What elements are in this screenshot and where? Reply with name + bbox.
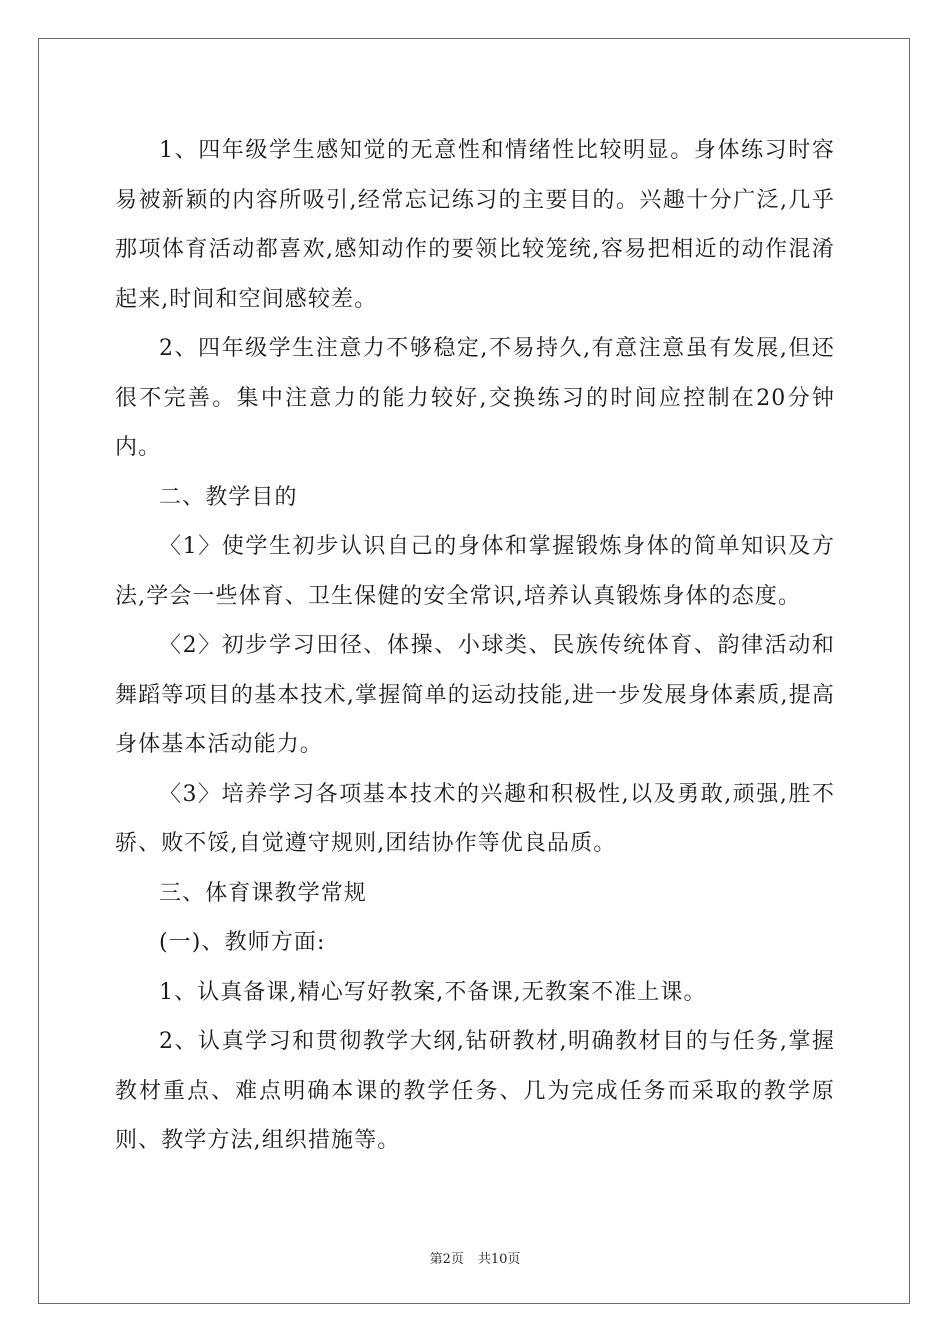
- teacher-item-1: 1、认真备课,精心写好教案,不备课,无教案不准上课。: [159, 979, 707, 1005]
- page-number: 第2页: [429, 1252, 464, 1267]
- goal-item-1: 〈1〉使学生初步认识自己的身体和掌握锻炼身体的简单知识及方法,学会一些体育、卫生保健的安全常识,培养认真锻炼身体的态度。: [115, 534, 835, 609]
- document-body: [115, 126, 835, 1166]
- page-footer: [0, 1248, 950, 1267]
- goal-item-3: 〈3〉培养学习各项基本技术的兴趣和积极性,以及勇敢,顽强,胜不骄、败不馁,自觉遵守规则,团结协作等优良品质。: [115, 781, 835, 856]
- page-total: 共10页: [477, 1252, 521, 1267]
- goal-item-2: 〈2〉初步学习田径、体操、小球类、民族传统体育、韵律活动和舞蹈等项目的基本技术,掌握简单的运动技能,进一步发展身体素质,提高身体基本活动能力。: [115, 633, 835, 757]
- paragraph-1: 1、四年级学生感知觉的无意性和情绪性比较明显。身体练习时容易被新颖的内容所吸引,经常忘记练习的主要目的。兴趣十分广泛,几乎那项体育活动都喜欢,感知动作的要领比较笼统,容易把相近的动作混淆起来,时间和空间感较差。: [115, 138, 835, 312]
- section-heading-teaching-goals: 二、教学目的: [159, 484, 298, 510]
- teacher-item-2: 2、认真学习和贯彻教学大纲,钻研教材,明确教材目的与任务,掌握教材重点、难点明确本课的教学任务、几为完成任务而采取的教学原则、教学方法,组织措施等。: [115, 1029, 835, 1153]
- section-heading-routine: 三、体育课教学常规: [159, 880, 367, 906]
- subsection-heading-teacher: (一)、教师方面:: [159, 930, 326, 955]
- paragraph-2: 2、四年级学生注意力不够稳定,不易持久,有意注意虽有发展,但还很不完善。集中注意力的能力较好,交换练习的时间应控制在20分钟内。: [115, 336, 835, 460]
